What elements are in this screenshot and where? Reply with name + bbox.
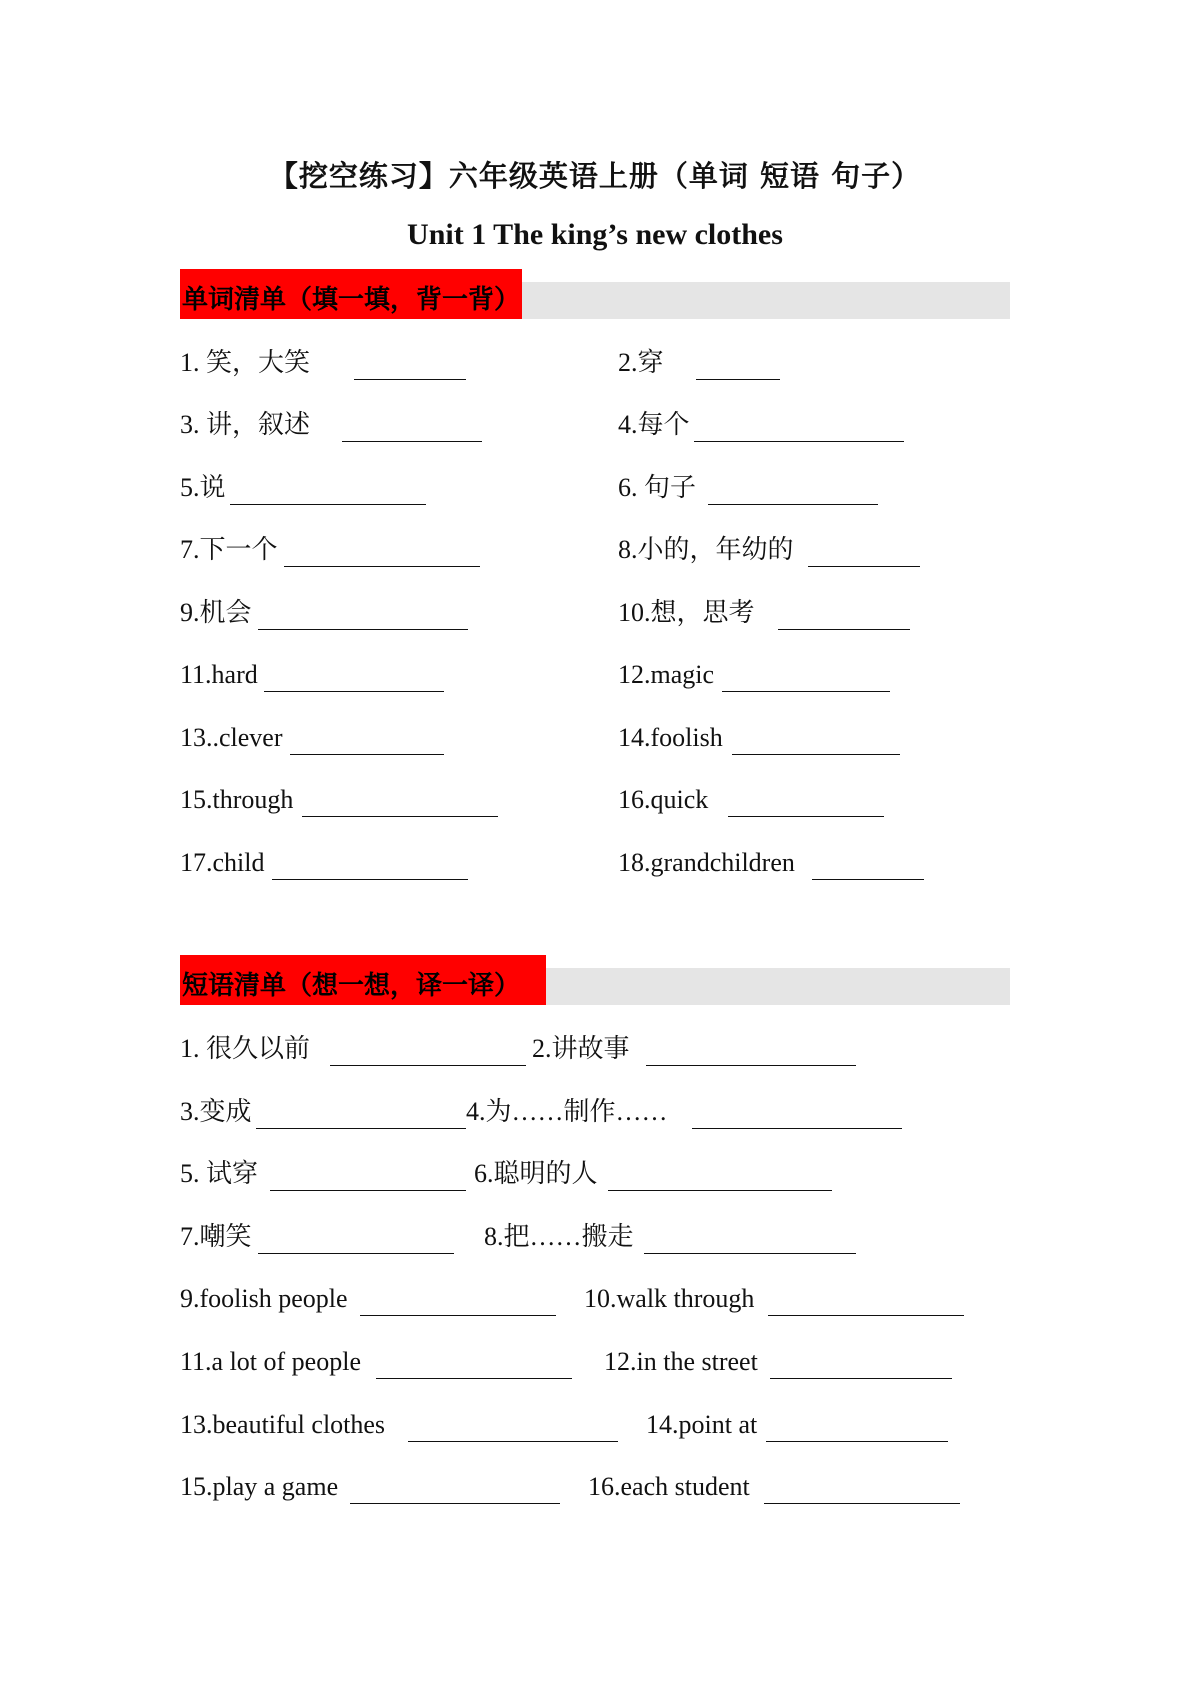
words-section-header [180, 282, 1010, 319]
word-item-6 [618, 471, 878, 505]
phrase-item-12 [604, 1345, 952, 1379]
phrase-item-label: 6.聪明的人 [474, 1159, 598, 1188]
word-answer-blank[interactable] [778, 601, 910, 630]
word-answer-blank[interactable] [264, 663, 444, 692]
word-answer-blank[interactable] [290, 726, 444, 755]
phrase-answer-blank[interactable] [258, 1225, 454, 1254]
word-answer-blank[interactable] [284, 538, 480, 567]
word-item-18 [618, 846, 924, 880]
phrase-item-3 [180, 1095, 466, 1129]
unit-title: Unit 1 The king’s new clothes [407, 218, 783, 251]
phrase-answer-blank[interactable] [608, 1162, 832, 1191]
phrase-answer-blank[interactable] [646, 1037, 856, 1066]
word-item-label: 15.through [180, 785, 294, 814]
phrase-answer-blank[interactable] [256, 1100, 466, 1129]
word-item-16 [618, 783, 884, 817]
word-item-label: 1. 笑，大笑 [180, 348, 311, 377]
word-answer-blank[interactable] [342, 413, 482, 442]
phrase-item-label: 11.a lot of people [180, 1347, 361, 1376]
phrase-item-label: 13.beautiful clothes [180, 1410, 386, 1439]
phrase-answer-blank[interactable] [350, 1475, 560, 1504]
phrase-item-1 [180, 1032, 526, 1066]
word-item-label: 7.下一个 [180, 535, 278, 564]
phrase-item-label: 15.play a game [180, 1472, 339, 1501]
phrase-item-10 [584, 1282, 964, 1316]
phrase-item-label: 3.变成 [180, 1097, 252, 1126]
word-answer-blank[interactable] [812, 851, 924, 880]
word-item-8 [618, 533, 920, 567]
phrase-item-label: 8.把……搬走 [484, 1222, 634, 1251]
word-item-label: 9.机会 [180, 598, 252, 627]
phrase-answer-blank[interactable] [766, 1413, 948, 1442]
page-title: 【挖空练习】六年级英语上册（单词 短语 句子） [268, 159, 922, 193]
phrase-item-5 [180, 1157, 466, 1191]
word-item-label: 13..clever [180, 723, 283, 752]
word-answer-blank[interactable] [732, 726, 900, 755]
phrase-item-7 [180, 1220, 454, 1254]
phrase-item-label: 7.嘲笑 [180, 1222, 252, 1251]
phrase-answer-blank[interactable] [360, 1287, 556, 1316]
word-item-9 [180, 596, 468, 630]
phrase-answer-blank[interactable] [330, 1037, 526, 1066]
phrase-item-4 [466, 1095, 902, 1129]
phrase-answer-blank[interactable] [768, 1287, 964, 1316]
word-answer-blank[interactable] [272, 851, 468, 880]
word-item-17 [180, 846, 468, 880]
phrase-item-label: 1. 很久以前 [180, 1034, 311, 1063]
word-item-7 [180, 533, 480, 567]
phrase-answer-blank[interactable] [770, 1350, 952, 1379]
phrase-item-2 [532, 1032, 856, 1066]
phrase-item-6 [474, 1157, 832, 1191]
phrase-item-label: 14.point at [646, 1410, 758, 1439]
word-answer-blank[interactable] [302, 788, 498, 817]
word-answer-blank[interactable] [354, 351, 466, 380]
phrase-item-8 [484, 1220, 856, 1254]
word-item-label: 18.grandchildren [618, 848, 795, 877]
word-item-label: 8.小的，年幼的 [618, 535, 794, 564]
phrase-answer-blank[interactable] [376, 1350, 572, 1379]
phrase-item-label: 2.讲故事 [532, 1034, 630, 1063]
word-answer-blank[interactable] [722, 663, 890, 692]
phrase-answer-blank[interactable] [644, 1225, 856, 1254]
word-item-label: 4.每个 [618, 410, 690, 439]
word-answer-blank[interactable] [808, 538, 920, 567]
word-item-label: 11.hard [180, 660, 258, 689]
word-item-label: 6. 句子 [618, 473, 697, 502]
phrase-item-14 [646, 1408, 948, 1442]
word-item-5 [180, 471, 426, 505]
phrase-answer-blank[interactable] [408, 1413, 618, 1442]
phrase-item-label: 12.in the street [604, 1347, 758, 1376]
phrase-item-label: 5. 试穿 [180, 1159, 259, 1188]
phrase-answer-blank[interactable] [692, 1100, 902, 1129]
phrase-item-label: 10.walk through [584, 1284, 755, 1313]
word-answer-blank[interactable] [696, 351, 780, 380]
word-item-label: 12.magic [618, 660, 715, 689]
word-item-4 [618, 408, 904, 442]
word-item-label: 16.quick [618, 785, 709, 814]
word-item-label: 5.说 [180, 473, 226, 502]
word-item-1 [180, 346, 466, 380]
phrase-item-label: 4.为……制作…… [466, 1097, 668, 1126]
phrase-item-9 [180, 1282, 556, 1316]
phrase-item-16 [588, 1470, 960, 1504]
phrase-item-label: 16.each student [588, 1472, 750, 1501]
word-item-label: 17.child [180, 848, 265, 877]
word-item-label: 2.穿 [618, 348, 664, 377]
phrase-item-13 [180, 1408, 618, 1442]
word-answer-blank[interactable] [728, 788, 884, 817]
phrases-section-label: 短语清单（想一想，译一译） [180, 955, 546, 1005]
words-section-label: 单词清单（填一填，背一背） [180, 269, 522, 319]
word-answer-blank[interactable] [258, 601, 468, 630]
phrase-item-11 [180, 1345, 572, 1379]
word-item-2 [618, 346, 780, 380]
word-item-13 [180, 721, 444, 755]
word-answer-blank[interactable] [694, 413, 904, 442]
word-item-14 [618, 721, 900, 755]
word-answer-blank[interactable] [230, 476, 426, 505]
word-item-12 [618, 658, 890, 692]
phrases-section-header [180, 968, 1010, 1005]
word-item-label: 10.想，思考 [618, 598, 755, 627]
phrase-answer-blank[interactable] [270, 1162, 466, 1191]
phrase-item-label: 9.foolish people [180, 1284, 348, 1313]
word-item-3 [180, 408, 482, 442]
word-item-11 [180, 658, 444, 692]
word-item-label: 3. 讲，叙述 [180, 410, 311, 439]
word-item-10 [618, 596, 910, 630]
word-item-label: 14.foolish [618, 723, 723, 752]
phrase-answer-blank[interactable] [764, 1475, 960, 1504]
word-answer-blank[interactable] [708, 476, 878, 505]
word-item-15 [180, 783, 498, 817]
phrase-item-15 [180, 1470, 560, 1504]
